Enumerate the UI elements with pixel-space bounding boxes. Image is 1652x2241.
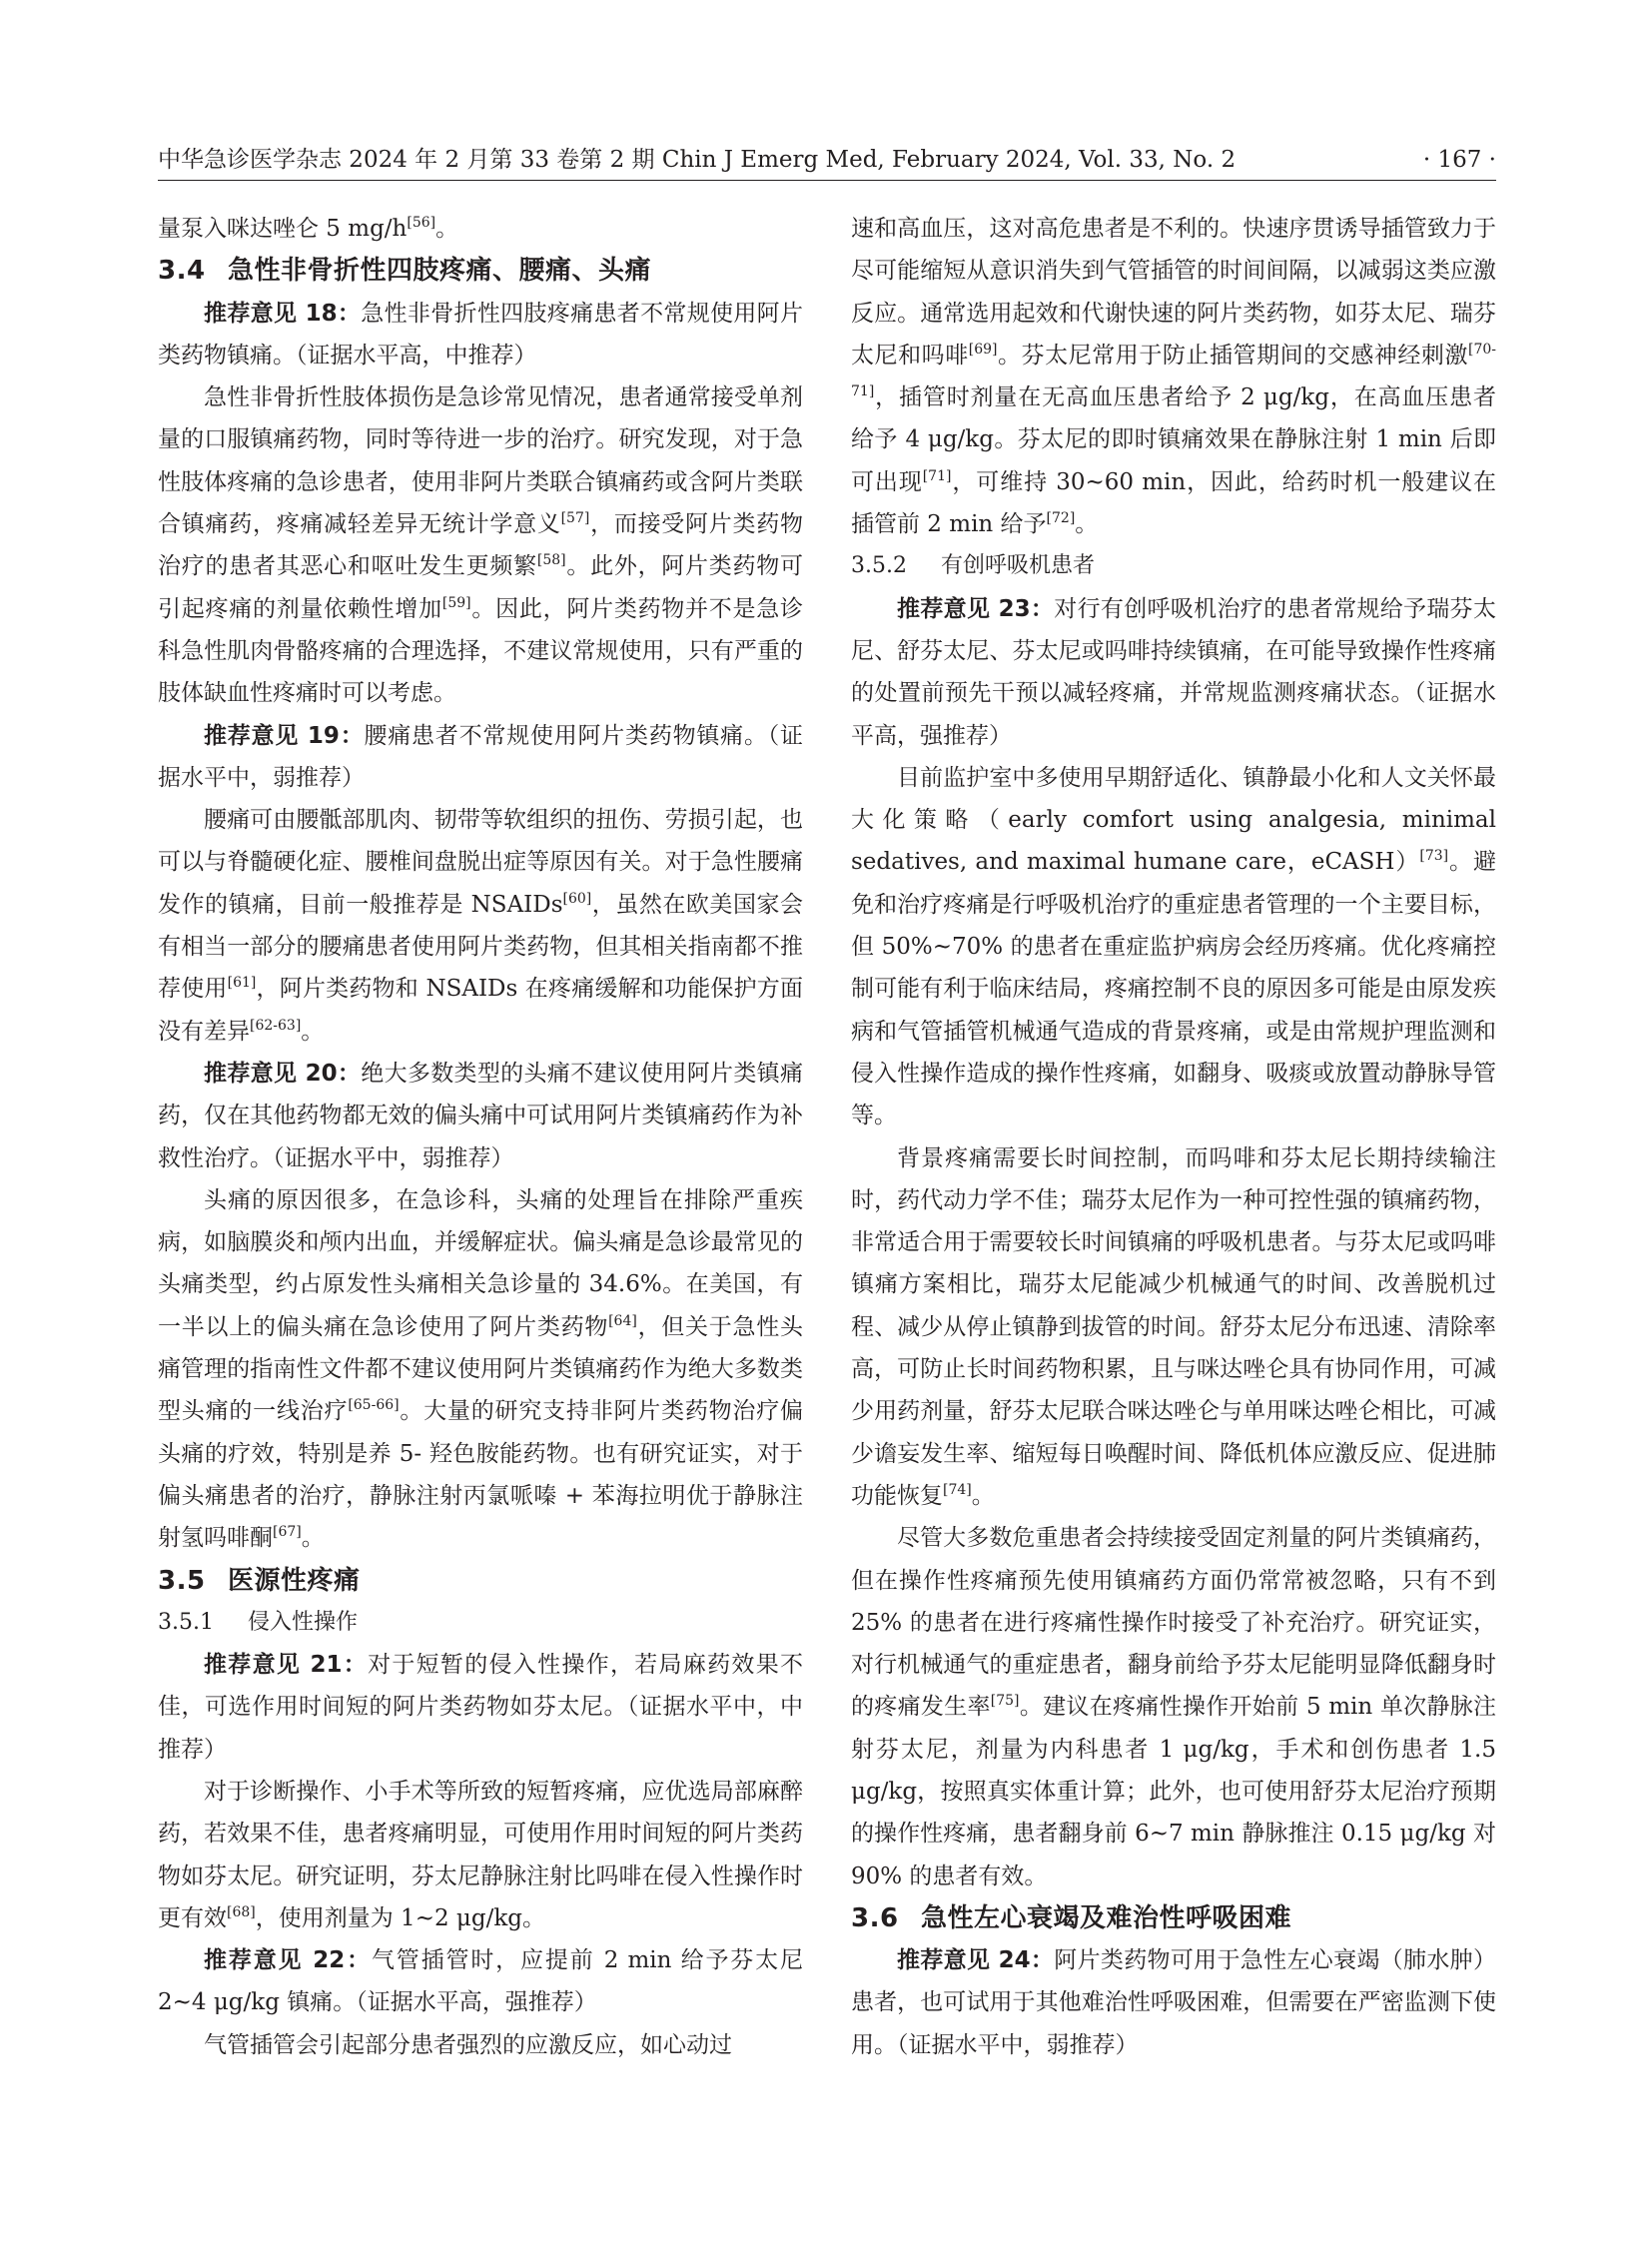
right-column <box>851 208 1496 2195</box>
recommendation-18: 推荐意见 18：急性非骨折性四肢疼痛患者不常规使用阿片类药物镇痛。（证据水平高，中推荐） <box>158 300 803 369</box>
header-rule <box>158 180 1496 181</box>
section-heading-3-4: 3.4 急性非骨折性四肢疼痛、腰痛、头痛 <box>158 256 652 287</box>
recommendation-20: 推荐意见 20：绝大多数类型的头痛不建议使用阿片类镇痛药，仅在其他药物都无效的偏头痛中可试用阿片类镇痛药作为补救性治疗。（证据水平中，弱推荐） <box>158 1060 803 1171</box>
paragraph: 背景疼痛需要长时间控制，而吗啡和芬太尼长期持续输注时，药代动力学不佳；瑞芬太尼作为一种可控性强的镇痛药物，非常适合用于需要较长时间镇痛的呼吸机患者。与芬太尼或吗啡镇痛方案相比，瑞芬太尼能减少机械通气的时间、改善脱机过程、减少从停止镇静到拔管的时间。舒芬太尼分布迅速、清除率高，可防止长时间药物积累，且与咪达唑仑具有协同作用，可减少用药剂量，舒芬太尼联合咪达唑仑与单用咪达唑仑相比，可减少谵妄发生率、缩短每日唤醒时间、降低机体应激反应、促进肺功能恢复[74]。 <box>851 1144 1496 1509</box>
citation[interactable]: [64] <box>608 1312 637 1329</box>
recommendation-label: 推荐意见 22： <box>204 1947 372 1974</box>
citation[interactable]: [62-63] <box>250 1017 302 1034</box>
paragraph: 对于诊断操作、小手术等所致的短暂疼痛，应优选局部麻醉药，若效果不佳，患者疼痛明显，可使用作用时间短的阿片类药物如芬太尼。研究证明，芬太尼静脉注射比吗啡在侵入性操作时更有效[68]，使用剂量为 1~2 μg/kg。 <box>158 1778 803 1931</box>
citation[interactable]: [67] <box>273 1524 302 1541</box>
citation[interactable]: [65-66] <box>348 1397 400 1414</box>
paragraph: 速和高血压，这对高危患者是不利的。快速序贯诱导插管致力于尽可能缩短从意识消失到气管插管的时间间隔，以减弱这类应激反应。通常选用起效和代谢快速的阿片类药物，如芬太尼、瑞芬太尼和吗啡[69]。芬太尼常用于防止插管期间的交感神经刺激[70-71]，插管时剂量在无高血压患者给予 2 μg/kg，在高血压患者给予 4 μg/kg。芬太尼的即时镇痛效果在静脉注射 1 min 后即可出现[71]，可维持 30~60 min，因此，给药时机一般建议在插管前 2 min 给予[72]。 <box>851 216 1496 538</box>
recommendation-label: 推荐意见 21： <box>204 1652 369 1679</box>
recommendation-label: 推荐意见 23： <box>897 595 1055 622</box>
paragraph: 急性非骨折性肢体损伤是急诊常见情况，患者通常接受单剂量的口服镇痛药物，同时等待进一步的治疗。研究发现，对于急性肢体疼痛的急诊患者，使用非阿片类联合镇痛药或含阿片类联合镇痛药，疼痛减轻差异无统计学意义[57]，而接受阿片类药物治疗的患者其恶心和呕吐发生更频繁[58]。此外，阿片类药物可引起疼痛的剂量依赖性增加[59]。因此，阿片类药物并不是急诊科急性肌肉骨骼疼痛的合理选择，不建议常规使用，只有严重的肢体缺血性疼痛时可以考虑。 <box>158 384 803 707</box>
citation[interactable]: [60] <box>562 890 592 907</box>
left-column <box>158 208 803 2195</box>
subsection-heading-3-5-1: 3.5.1 侵入性操作 <box>158 1609 359 1635</box>
paragraph: 目前监护室中多使用早期舒适化、镇静最小化和人文关怀最大化策略（early comfort using analgesia, minimal sedatives, and maximal humane care，eCASH）[73]。避免和治疗疼痛是行呼吸机治疗的重症患者管理的一个主要目标，但 50%~70% 的患者在重症监护病房会经历疼痛。优化疼痛控制可能有利于临床结局，疼痛控制不良的原因多可能是由原发疾病和气管插管机械通气造成的背景疼痛，或是由常规护理监测和侵入性操作造成的操作性疼痛，如翻身、吸痰或放置动静脉导管等。 <box>851 764 1496 1129</box>
citation[interactable]: [68] <box>227 1903 256 1920</box>
citation[interactable]: [70-71] <box>851 341 1496 400</box>
recommendation-19: 推荐意见 19：腰痛患者不常规使用阿片类药物镇痛。（证据水平中，弱推荐） <box>158 722 803 791</box>
recommendation-label: 推荐意见 18： <box>204 300 362 327</box>
paragraph: 尽管大多数危重患者会持续接受固定剂量的阿片类镇痛药，但在操作性疼痛预先使用镇痛药方面仍常常被忽略，只有不到 25% 的患者在进行疼痛性操作时接受了补充治疗。研究证实，对行机械通气的重症患者，翻身前给予芬太尼能明显降低翻身时的疼痛发生率[75]。建议在疼痛性操作开始前 5 min 单次静脉注射芬太尼，剂量为内科患者 1 μg/kg，手术和创伤患者 1.5 μg/kg，按照真实体重计算；此外，也可使用舒芬太尼治疗预期的操作性疼痛，患者翻身前 6~7 min 静脉推注 0.15 μg/kg 对 90% 的患者有效。 <box>851 1525 1496 1889</box>
citation[interactable]: [61] <box>227 975 257 992</box>
recommendation-label: 推荐意见 20： <box>204 1060 362 1087</box>
citation[interactable]: [73] <box>1419 848 1449 865</box>
recommendation-21: 推荐意见 21：对于短暂的侵入性操作，若局麻药效果不佳，可选作用时间短的阿片类药物如芬太尼。（证据水平中，中推荐） <box>158 1652 803 1763</box>
citation[interactable]: [56] <box>407 215 436 231</box>
citation[interactable]: [74] <box>943 1481 972 1498</box>
citation[interactable]: [59] <box>441 594 471 611</box>
paragraph: 量泵入咪达唑仑 5 mg/h[56]。 <box>158 215 459 242</box>
journal-citation: 中华急诊医学杂志 2024 年 2 月第 33 卷第 2 期 Chin J Emerg Med, February 2024, Vol. 33, No. 2 <box>158 147 1237 173</box>
page-number: · 167 · <box>1422 147 1496 173</box>
paragraph: 腰痛可由腰骶部肌肉、韧带等软组织的扭伤、劳损引起，也可以与脊髓硬化症、腰椎间盘脱出症等原因有关。对于急性腰痛发作的镇痛，目前一般推荐是 NSAIDs[60]，虽然在欧美国家会有相当一部分的腰痛患者使用阿片类药物，但其相关指南都不推荐使用[61]，阿片类药物和 NSAIDs 在疼痛缓解和功能保护方面没有差异[62-63]。 <box>158 807 803 1045</box>
citation[interactable]: [58] <box>536 552 566 569</box>
recommendation-24: 推荐意见 24：阿片类药物可用于急性左心衰竭（肺水肿）患者，也可试用于其他难治性呼吸困难，但需要在严密监测下使用。（证据水平中，弱推荐） <box>851 1947 1496 2058</box>
citation[interactable]: [69] <box>968 341 998 358</box>
paragraph: 气管插管会引起部分患者强烈的应激反应，如心动过 <box>204 2031 732 2058</box>
recommendation-label: 推荐意见 19： <box>204 722 365 749</box>
recommendation-23: 推荐意见 23：对行有创呼吸机治疗的患者常规给予瑞芬太尼、舒芬太尼、芬太尼或吗啡持续镇痛，在可能导致操作性疼痛的处置前预先干预以减轻疼痛，并常规监测疼痛状态。（证据水平高，强推荐） <box>851 595 1496 749</box>
citation[interactable]: [71] <box>922 467 952 484</box>
citation[interactable]: [75] <box>990 1693 1020 1710</box>
running-header <box>158 142 1496 178</box>
section-heading-3-5: 3.5 医源性疼痛 <box>158 1565 361 1596</box>
section-heading-3-6: 3.6 急性左心衰竭及难治性呼吸困难 <box>851 1902 1292 1933</box>
subsection-heading-3-5-2: 3.5.2 有创呼吸机患者 <box>851 553 1096 579</box>
citation[interactable]: [72] <box>1046 510 1076 527</box>
recommendation-22: 推荐意见 22：气管插管时，应提前 2 min 给予芬太尼 2~4 μg/kg 镇痛。（证据水平高，强推荐） <box>158 1947 803 2016</box>
paragraph: 头痛的原因很多，在急诊科，头痛的处理旨在排除严重疾病，如脑膜炎和颅内出血，并缓解症状。偏头痛是急诊最常见的头痛类型，约占原发性头痛相关急诊量的 34.6%。在美国，有一半以上的偏头痛在急诊使用了阿片类药物[64]，但关于急性头痛管理的指南性文件都不建议使用阿片类镇痛药作为绝大多数类型头痛的一线治疗[65-66]。大量的研究支持非阿片类药物治疗偏头痛的疗效，特别是养 5- 羟色胺能药物。也有研究证实，对于偏头痛患者的治疗，静脉注射丙氯哌嗪 + 苯海拉明优于静脉注射氢吗啡酮[67]。 <box>158 1186 803 1552</box>
citation[interactable]: [57] <box>560 510 590 527</box>
recommendation-label: 推荐意见 24： <box>897 1947 1055 1974</box>
